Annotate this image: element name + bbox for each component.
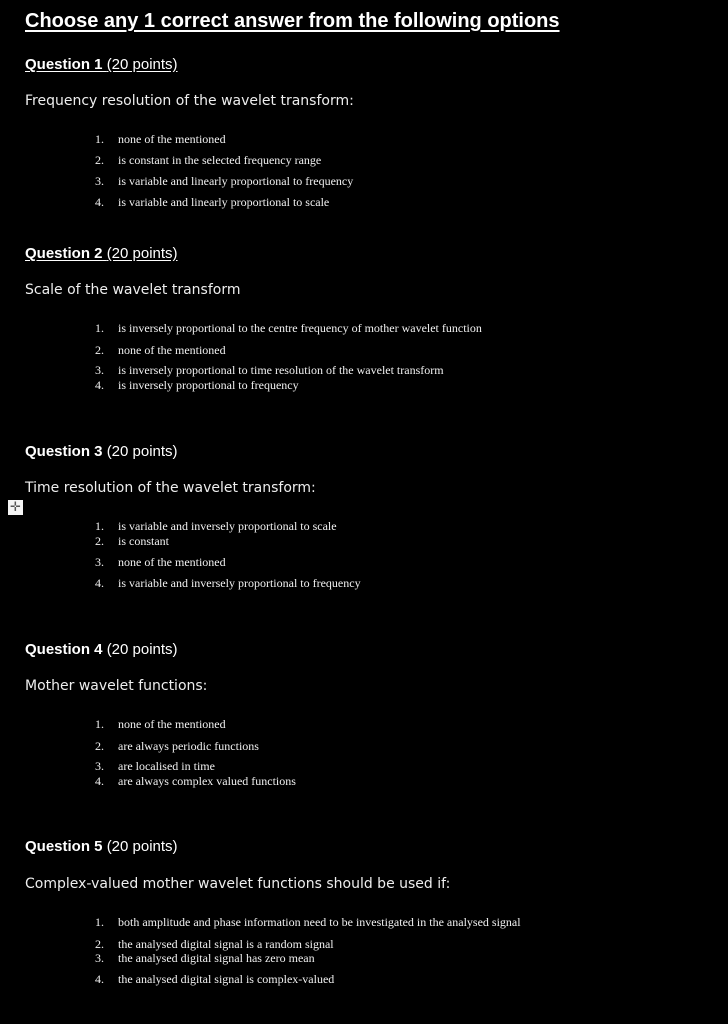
option-number: 2.: [95, 343, 104, 357]
question-points: (20 points): [106, 245, 178, 262]
question-5-prompt: Complex-valued mother wavelet functions should be used if:: [25, 876, 451, 892]
option-number: 2.: [95, 534, 104, 548]
option-number: 4.: [95, 972, 104, 986]
option-number: 2.: [95, 937, 104, 951]
option-number: 2.: [95, 739, 104, 753]
answer-option: [88, 951, 315, 966]
question-3-prompt: Time resolution of the wavelet transform:: [25, 480, 316, 496]
move-handle-icon[interactable]: ✛: [8, 500, 23, 515]
question-label: Question 2: [25, 245, 103, 262]
option-text: both amplitude and phase information need to be investigated in the analysed signal: [118, 915, 521, 929]
answer-option: [88, 132, 226, 147]
option-number: 3.: [95, 951, 104, 965]
option-text: is variable and inversely proportional to scale: [118, 519, 337, 533]
option-number: 2.: [95, 153, 104, 167]
answer-option: [88, 378, 299, 393]
option-text: are always complex valued functions: [118, 774, 296, 788]
option-text: none of the mentioned: [118, 343, 226, 357]
answer-option: [88, 717, 226, 732]
question-label: Question 3: [25, 443, 103, 460]
option-number: 4.: [95, 576, 104, 590]
option-text: is inversely proportional to frequency: [118, 378, 299, 392]
question-5-heading: [25, 838, 178, 855]
option-text: the analysed digital signal is a random signal: [118, 937, 334, 951]
page-title: Choose any 1 correct answer from the following options: [25, 10, 560, 32]
option-text: none of the mentioned: [118, 132, 226, 146]
option-text: is constant: [118, 534, 169, 548]
option-number: 1.: [95, 519, 104, 533]
answer-option: [88, 343, 226, 358]
option-text: is variable and inversely proportional to frequency: [118, 576, 361, 590]
option-number: 3.: [95, 363, 104, 377]
answer-option: [88, 555, 226, 570]
option-text: is inversely proportional to the centre frequency of mother wavelet function: [118, 321, 482, 335]
option-number: 3.: [95, 555, 104, 569]
option-text: none of the mentioned: [118, 717, 226, 731]
question-label: Question 1: [25, 56, 103, 73]
option-number: 4.: [95, 195, 104, 209]
question-label: Question 4: [25, 641, 103, 658]
question-2-heading: [25, 245, 178, 262]
answer-option: [88, 153, 321, 168]
option-text: is variable and linearly proportional to frequency: [118, 174, 354, 188]
answer-option: [88, 972, 334, 987]
answer-option: [88, 915, 521, 930]
answer-option: [88, 321, 482, 336]
question-points: (20 points): [106, 641, 178, 658]
question-3-heading: [25, 443, 178, 460]
answer-option: [88, 759, 215, 774]
question-1-prompt: Frequency resolution of the wavelet transform:: [25, 93, 354, 109]
option-number: 3.: [95, 174, 104, 188]
question-4-heading: [25, 641, 178, 658]
answer-option: [88, 519, 337, 534]
question-label: Question 5: [25, 838, 103, 855]
option-text: is constant in the selected frequency range: [118, 153, 322, 167]
answer-option: [88, 774, 296, 789]
option-text: is inversely proportional to time resolution of the wavelet transform: [118, 363, 444, 377]
option-number: 4.: [95, 378, 104, 392]
question-1-heading: [25, 56, 178, 73]
option-number: 1.: [95, 132, 104, 146]
option-text: the analysed digital signal is complex-valued: [118, 972, 335, 986]
option-text: is variable and linearly proportional to scale: [118, 195, 330, 209]
answer-option: [88, 739, 259, 754]
answer-option: [88, 174, 353, 189]
answer-option: [88, 195, 329, 210]
answer-option: [88, 363, 444, 378]
answer-option: [88, 937, 334, 952]
answer-option: [88, 534, 169, 549]
option-number: 3.: [95, 759, 104, 773]
question-points: (20 points): [106, 838, 178, 855]
option-text: are localised in time: [118, 759, 215, 773]
option-text: the analysed digital signal has zero mean: [118, 951, 315, 965]
question-points: (20 points): [106, 56, 178, 73]
option-number: 1.: [95, 717, 104, 731]
option-number: 4.: [95, 774, 104, 788]
option-number: 1.: [95, 915, 104, 929]
option-text: are always periodic functions: [118, 739, 259, 753]
answer-option: [88, 576, 361, 591]
question-4-prompt: Mother wavelet functions:: [25, 678, 208, 694]
option-text: none of the mentioned: [118, 555, 226, 569]
option-number: 1.: [95, 321, 104, 335]
question-points: (20 points): [106, 443, 178, 460]
question-2-prompt: Scale of the wavelet transform: [25, 282, 241, 298]
